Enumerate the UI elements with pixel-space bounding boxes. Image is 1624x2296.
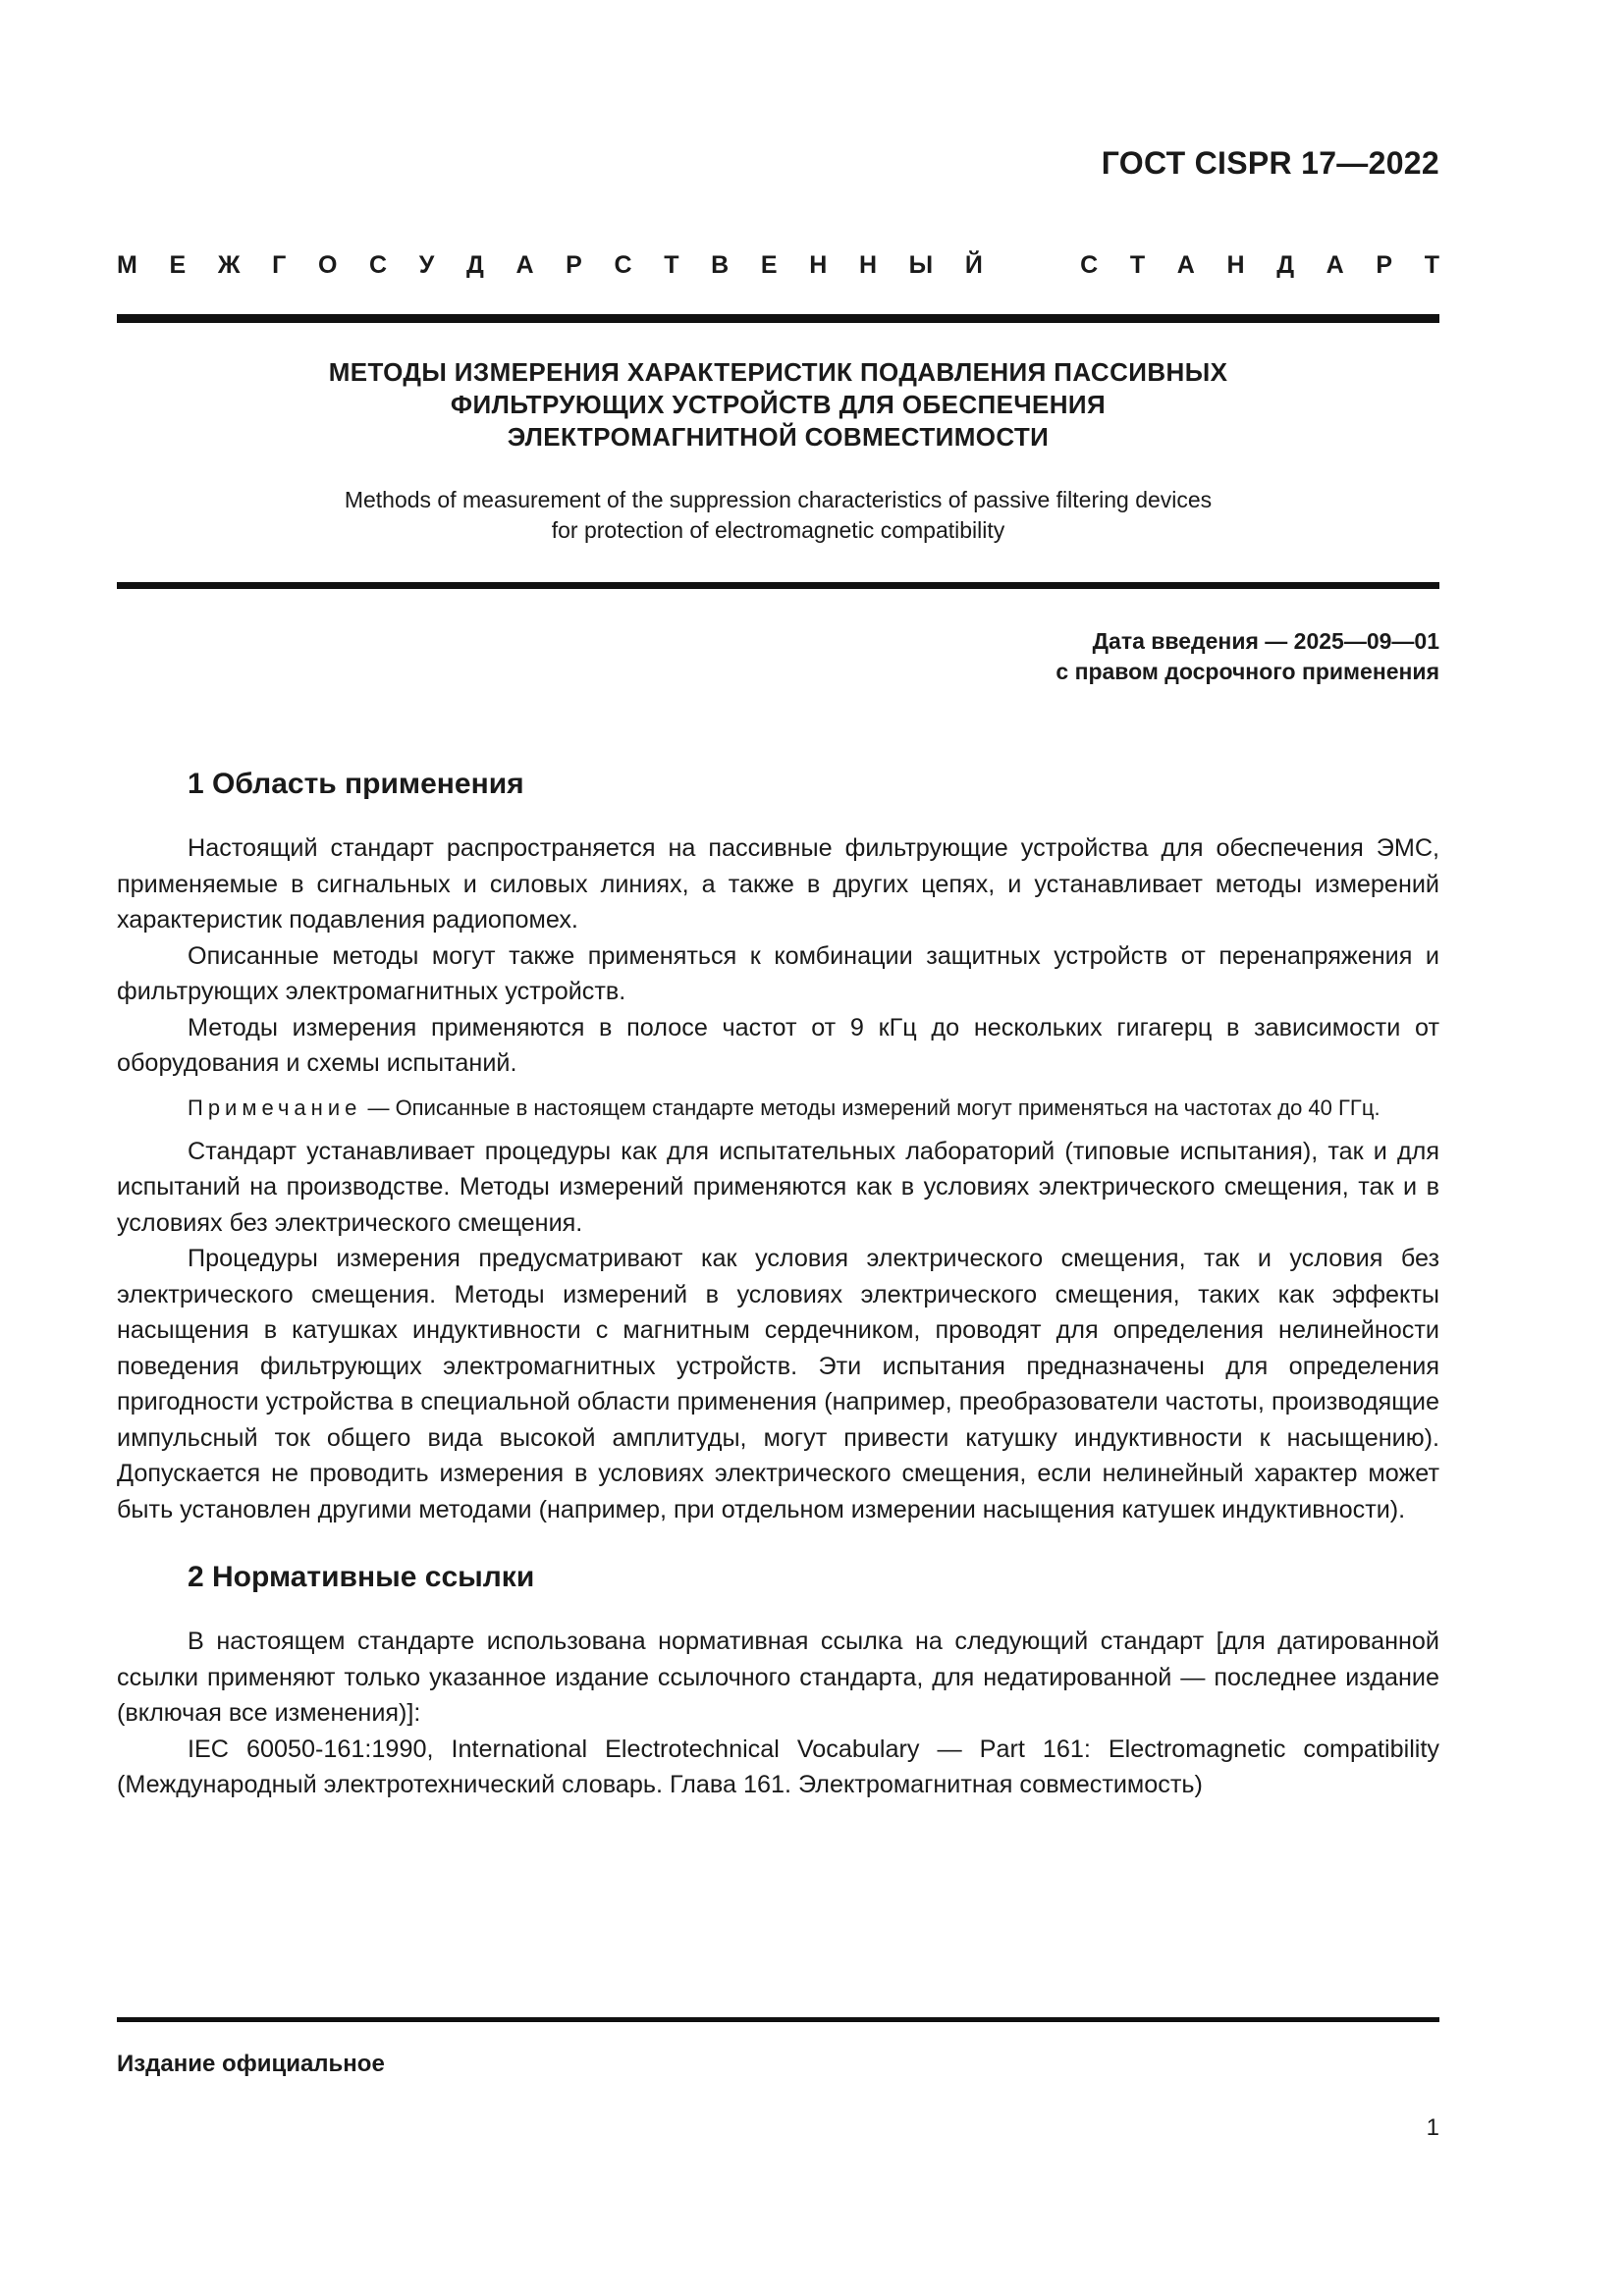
doc-type-letter: С: [369, 251, 388, 279]
document-page: [117, 0, 1439, 2296]
doc-type-letter: С: [1080, 251, 1099, 279]
doc-type-letter: Р: [566, 251, 582, 279]
note-label: Примечание: [188, 1095, 362, 1120]
edition-label: Издание официальное: [117, 2051, 385, 2077]
title-en-line: Methods of measurement of the suppression characteristics of passive filtering devices: [344, 487, 1213, 512]
introduction-date-block: [1056, 626, 1439, 687]
footer-divider: [117, 2017, 1439, 2022]
page-number: 1: [1426, 2114, 1439, 2141]
doc-type-letter: Г: [272, 251, 287, 279]
doc-type-letter: Н: [858, 251, 878, 279]
doc-type-letter: М: [117, 251, 137, 279]
title-ru-line: ФИЛЬТРУЮЩИХ УСТРОЙСТВ ДЛЯ ОБЕСПЕЧЕНИЯ: [450, 390, 1107, 419]
doc-type-letter: Т: [664, 251, 679, 279]
section-heading-scope: 1 Область применения: [188, 768, 524, 800]
doc-type-letter: Т: [1129, 251, 1146, 279]
doc-type-letter: А: [515, 251, 534, 279]
doc-type-letter: В: [711, 251, 730, 279]
note-paragraph: [117, 1092, 1439, 1124]
doc-type-letter: О: [317, 251, 338, 279]
paragraph: В настоящем стандарте использована нормативная ссылка на следующий стандарт [для датированной ссылки применяют только указанное издание ссылочного стандарта, для недатированной — последнее издание (включая все изменения)]:: [117, 1628, 1439, 1727]
reference-entry: IEC 60050-161:1990, International Electrotechnical Vocabulary — Part 161: Electromagnetic compatibility (Международный электротехнический словарь. Глава 161. Электромагнитная совместимость): [117, 1735, 1439, 1798]
document-type-heading: [117, 251, 1439, 280]
title-english: [117, 485, 1439, 546]
doc-type-letter: Р: [1376, 251, 1393, 279]
doc-type-letter: Е: [169, 251, 187, 279]
paragraph: Настоящий стандарт распространяется на пассивные фильтрующие устройства для обеспечения ЭМС, применяемые в сигнальных и силовых линиях, а также в других цепях, и устанавливает методы измерений характеристик подавления радиопомех.: [117, 834, 1439, 934]
top-divider: [117, 314, 1439, 323]
doc-type-letter: С: [614, 251, 632, 279]
paragraph: Стандарт устанавливает процедуры как для испытательных лабораторий (типовые испытания), так и для испытаний на производстве. Методы измерений применяются как в условиях электрического смещения, так и в условиях без электрического смещения.: [117, 1137, 1439, 1237]
title-divider: [117, 582, 1439, 589]
doc-type-letter: А: [1326, 251, 1344, 279]
doc-type-letter: У: [418, 251, 435, 279]
section-heading-normative-references: 2 Нормативные ссылки: [188, 1561, 535, 1593]
document-number: ГОСТ CISPR 17—2022: [1101, 145, 1439, 181]
title-ru-line: ЭЛЕКТРОМАГНИТНОЙ СОВМЕСТИМОСТИ: [507, 422, 1050, 452]
word-gap: [1014, 251, 1048, 280]
introduction-date: Дата введения — 2025—09—01: [1092, 628, 1439, 654]
paragraph: Процедуры измерения предусматривают как условия электрического смещения, так и условия без электрического смещения. Методы измерений в условиях электрического смещения, таких как эффекты насыщения в катушках индуктивности с магнитным сердечником, проводят для определения нелинейности поведения фильтрующих электромагнитных устройств. Эти испытания предназначены для определения пригодности устройства в специальной области применения (например, преобразователи частоты, производящие импульсный ток общего вида высокой амплитуды, могут привести катушку индуктивности к насыщению). Допускается не проводить измерения в условиях электрического смещения, если нелинейный характер может быть установлен другими методами (например, при отдельном измерении насыщения катушек индуктивности).: [117, 1245, 1439, 1523]
paragraph: Методы измерения применяются в полосе частот от 9 кГц до нескольких гигагерц в зависимости от оборудования и схемы испытаний.: [117, 1013, 1439, 1077]
doc-type-letter: Т: [1424, 251, 1439, 279]
doc-type-letter: А: [1176, 251, 1195, 279]
early-application-note: с правом досрочного применения: [1056, 659, 1439, 684]
paragraph: Описанные методы могут также применяться к комбинации защитных устройств от перенапряжения и фильтрующих электромагнитных устройств.: [117, 941, 1439, 1005]
doc-type-letter: Й: [964, 251, 983, 279]
doc-type-letter: Д: [465, 251, 484, 279]
note-text: — Описанные в настоящем стандарте методы измерений могут применяться на частотах до 40 ГГц.: [361, 1095, 1380, 1120]
title-en-line: for protection of electromagnetic compatibility: [551, 517, 1005, 543]
title-ru-line: МЕТОДЫ ИЗМЕРЕНИЯ ХАРАКТЕРИСТИК ПОДАВЛЕНИЯ ПАССИВНЫХ: [328, 357, 1228, 387]
doc-type-letter: Н: [809, 251, 828, 279]
doc-type-letter: Ж: [217, 251, 241, 279]
doc-type-letter: Н: [1226, 251, 1245, 279]
doc-type-letter: Ы: [908, 251, 934, 279]
document-body: [117, 766, 1439, 1803]
title-russian: [117, 356, 1439, 454]
doc-type-letter: Е: [760, 251, 778, 279]
doc-type-letter: Д: [1276, 251, 1294, 279]
